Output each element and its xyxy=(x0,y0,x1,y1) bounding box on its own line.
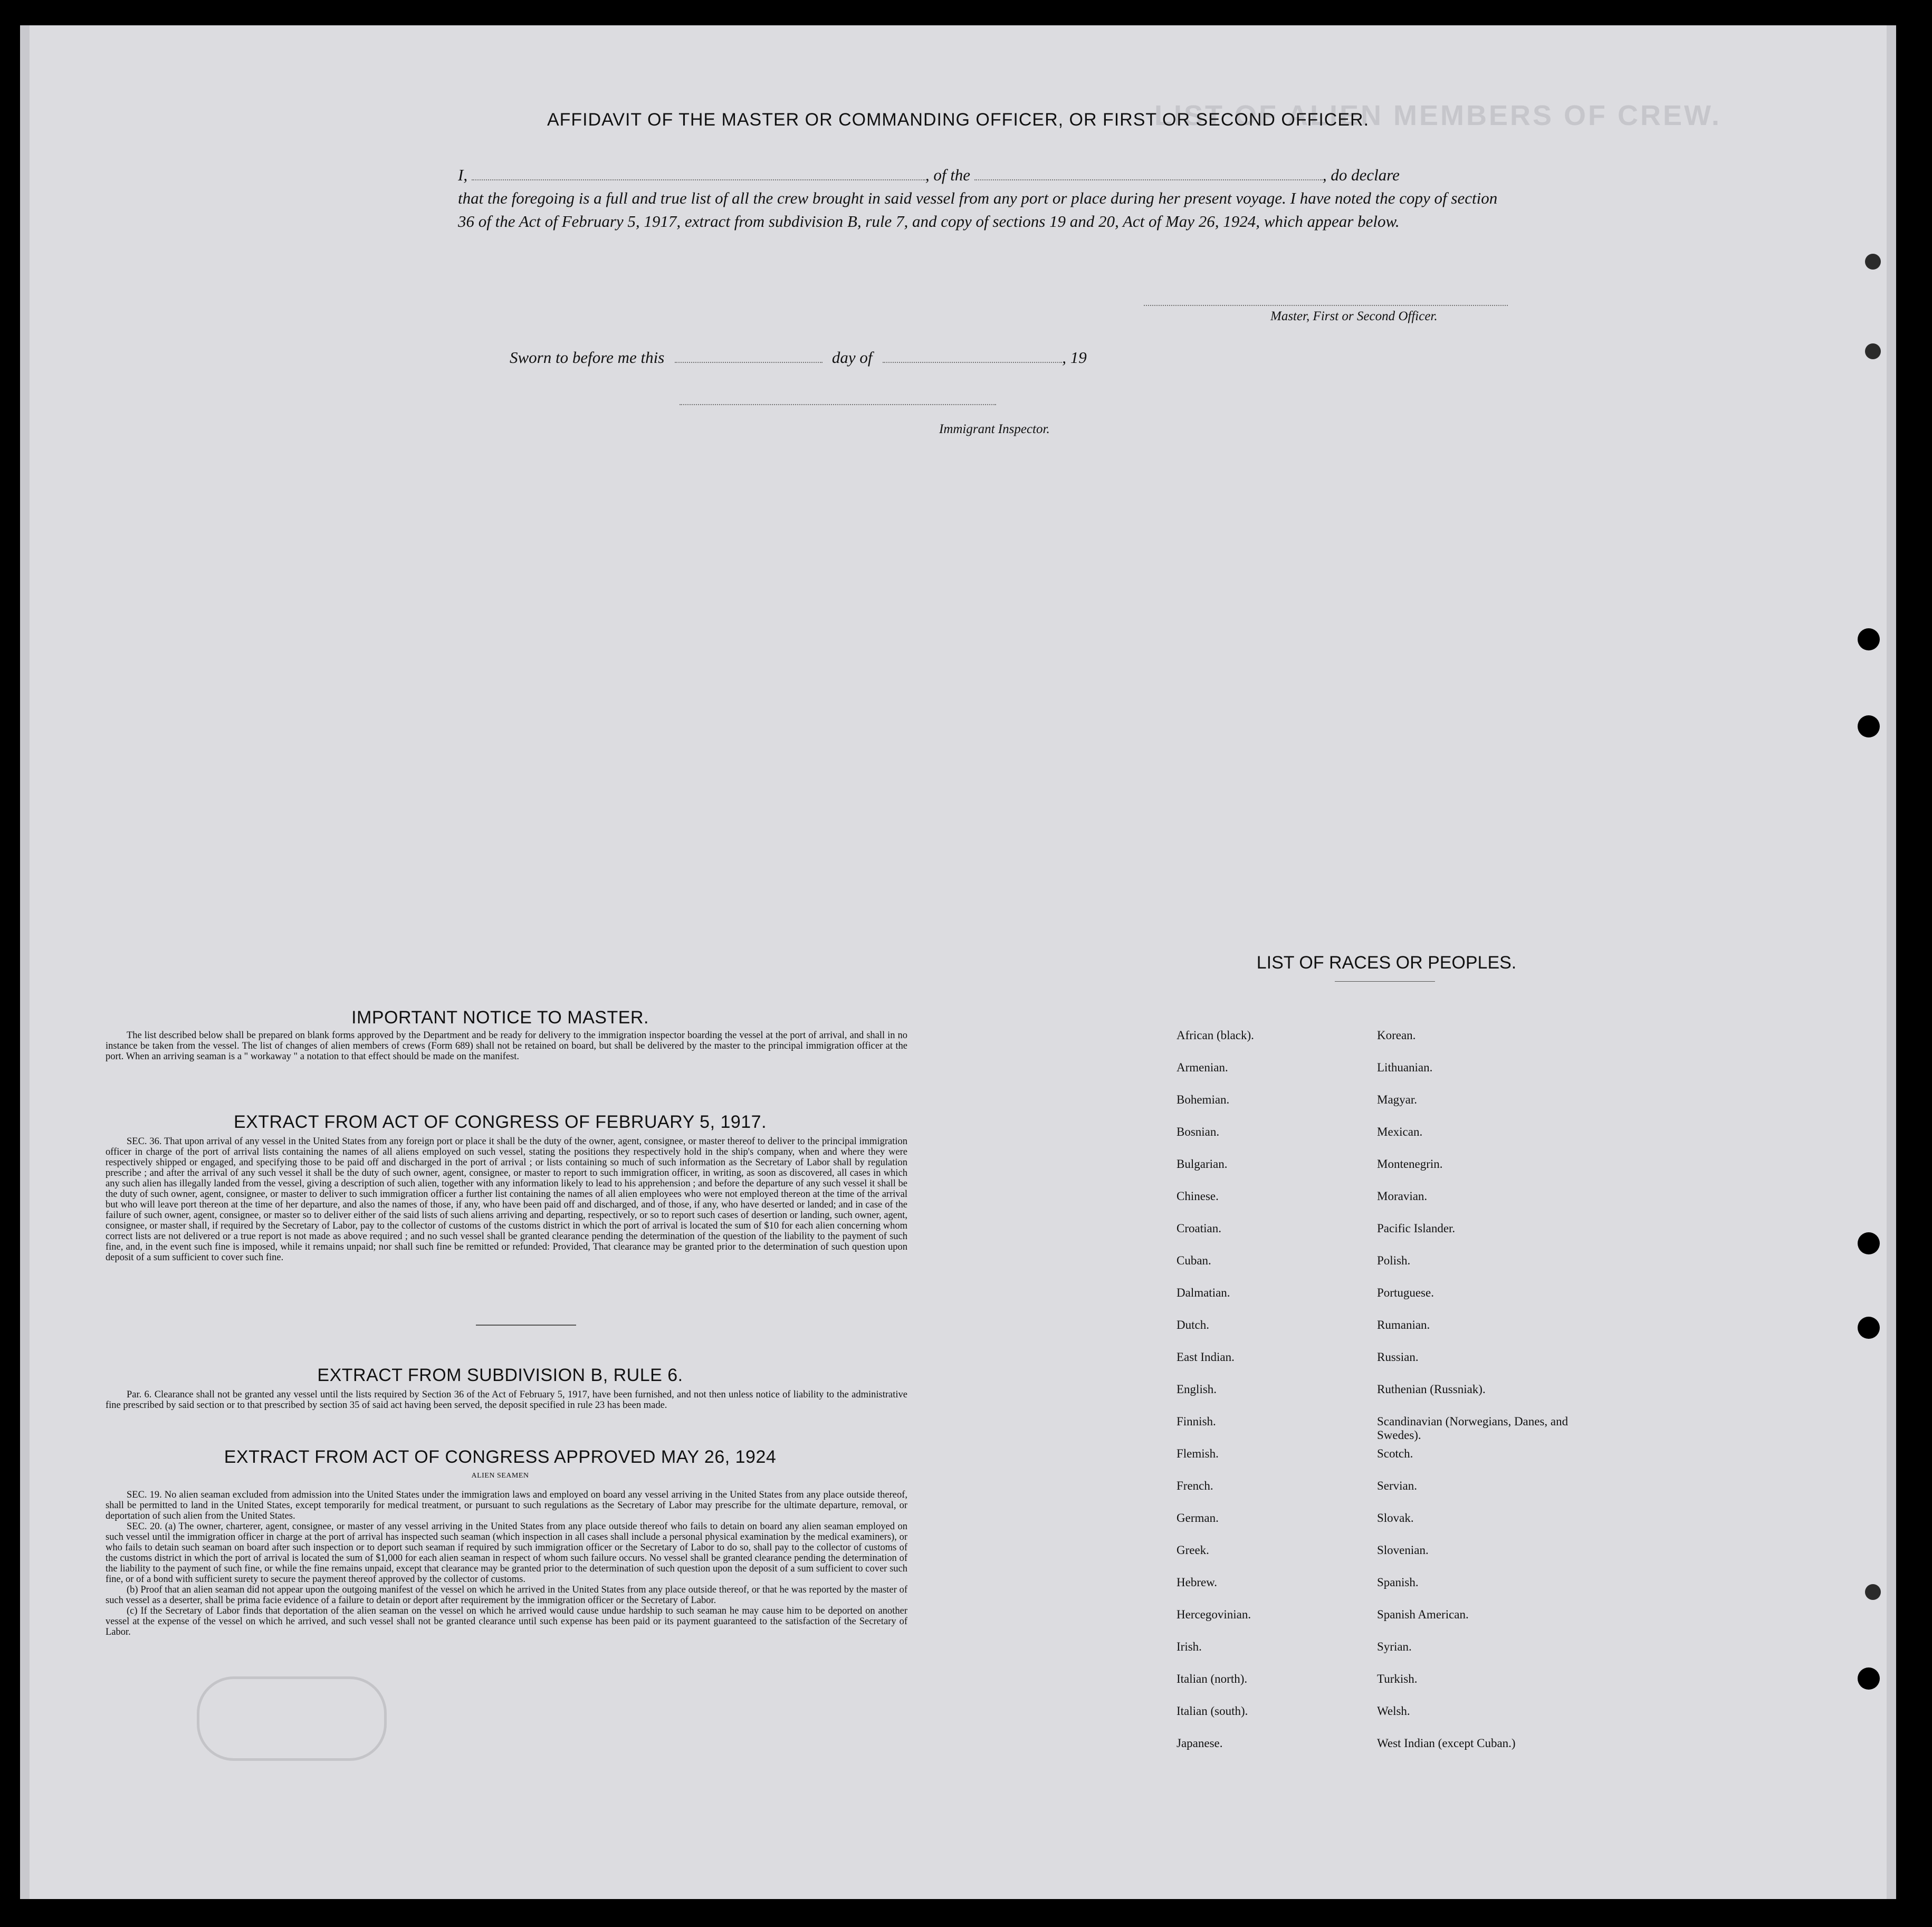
race-item: Armenian. xyxy=(1177,1061,1228,1074)
race-item: Servian. xyxy=(1377,1479,1418,1492)
race-item: Dutch. xyxy=(1177,1318,1209,1331)
punch-hole xyxy=(1858,1667,1880,1690)
race-item: Bosnian. xyxy=(1177,1125,1220,1138)
race-item: Ruthenian (Russniak). xyxy=(1377,1383,1486,1396)
race-item: Moravian. xyxy=(1377,1190,1428,1203)
notice-text xyxy=(106,1030,907,1062)
section-divider xyxy=(476,1325,576,1326)
notice-paragraph: The list described below shall be prepared on blank forms approved by the Department and be ready for delivery to the immigration inspector boarding the vessel at the port of arrival, and shall in no instance be taken from the vessel. The list of changes of alien members of crews (Form 689) shall not be retained on board, but shall be delivered by the master to the principal immigration officer at the port. When an arriving seaman is a " workaway " a notation to that effect should be made on the manifest. xyxy=(106,1030,907,1062)
race-item: Portuguese. xyxy=(1377,1286,1434,1299)
extract-1917-paragraph: SEC. 36. That upon arrival of any vessel in the United States from any foreign port or place it shall be the duty of the owner, agent, consignee, or master thereof to deliver to the principal immigration officer in charge of the port of arrival lists containing the names of all aliens employed on such vessel, stating the positions they respectively hold in the ship's company, when and where they were respectively shipped or engaged, and specifying those to be paid off and discharged in the port of arrival ; or lists containing so much of such information as the Secretary of Labor shall by regulation prescribe ; and after the arrival of any such vessel it shall be the duty of such owner, agent, consignee, or master to report to such immigration officer, in writing, as soon as discovered, all cases in which any such alien has illegally landed from the vessel, giving a description of such alien, together with any information likely to lead to his apprehension ; and before the departure of any such vessel it shall be the duty of such owner, agent, consignee, or master to deliver to such immigration officer a further list containing the names of all alien employees who were not employed thereon at the time of the arrival but who will leave port thereon at the time of her departure, and also the names of those, if any, who have been paid off and discharged, and of those, if any, who have deserted or landed; and in case of the failure of such owner, agent, consignee, or master so to deliver either of the said lists of such aliens arriving and departing, respectively, or so to report such cases of desertion or landing, such owner, agent, consignee, or master shall, if required by the Secretary of Labor, pay to the collector of customs of the customs district in which the port of arrival is located the sum of $10 for each alien concerning whom correct lists are not delivered or a true report is not made as above required ; and no such vessel shall be granted clearance pending the determination of the question of the liability to the payment of such fine, and, in the event such fine is imposed, while it remains unpaid; nor shall such fine be remitted or refunded: Provided, That clearance may be granted prior to the determination of such question upon deposit of a sum sufficient to cover such fine. xyxy=(106,1136,907,1263)
race-item: Japanese. xyxy=(1177,1737,1223,1750)
punch-hole xyxy=(1865,254,1881,270)
race-item: Dalmatian. xyxy=(1177,1286,1230,1299)
sworn-month-blank xyxy=(883,362,1062,363)
race-item: Turkish. xyxy=(1377,1672,1418,1685)
race-item: West Indian (except Cuban.) xyxy=(1377,1737,1516,1750)
race-item: English. xyxy=(1177,1383,1217,1396)
sworn-line xyxy=(510,348,1087,367)
punch-hole xyxy=(1858,715,1880,737)
race-item: Italian (north). xyxy=(1177,1672,1248,1685)
master-caption: Master, First or Second Officer. xyxy=(1270,309,1438,323)
master-signature-line xyxy=(1144,305,1508,306)
extract-1924-title: EXTRACT FROM ACT OF CONGRESS APPROVED MAY 26, 1924 xyxy=(224,1447,777,1467)
race-item: Syrian. xyxy=(1377,1640,1412,1653)
extract-1917-text xyxy=(106,1136,907,1263)
race-item: Magyar. xyxy=(1377,1093,1418,1106)
race-item: Scotch. xyxy=(1377,1447,1413,1460)
race-item: East Indian. xyxy=(1177,1350,1235,1364)
race-item: Lithuanian. xyxy=(1377,1061,1433,1074)
race-item: Chinese. xyxy=(1177,1190,1219,1203)
extract-1924-subtitle: ALIEN SEAMEN xyxy=(471,1472,529,1480)
races-divider xyxy=(1335,981,1435,982)
race-item: Italian (south). xyxy=(1177,1704,1248,1718)
race-item: Hebrew. xyxy=(1177,1576,1218,1589)
inspector-caption: Immigrant Inspector. xyxy=(939,422,1050,436)
extract-1917-title: EXTRACT FROM ACT OF CONGRESS OF FEBRUARY 5, 1917. xyxy=(233,1112,767,1132)
race-item: Bohemian. xyxy=(1177,1093,1230,1106)
race-item: Mexican. xyxy=(1377,1125,1423,1138)
page-edge-right xyxy=(1887,25,1896,1899)
extract-1924-text xyxy=(106,1490,907,1637)
vessel-blank xyxy=(974,179,1323,180)
race-item: Russian. xyxy=(1377,1350,1419,1364)
extract-1924-paragraph: (b) Proof that an alien seaman did not appear upon the outgoing manifest of the vessel on which he arrived in the United States from any place outside thereof, or that he was reported by the master of such vessel as a deserter, shall be prima facie evidence of a failure to detain or deport after requirement by the immigration officer or the Secretary of Labor. xyxy=(106,1585,907,1606)
race-item: Spanish American. xyxy=(1377,1608,1469,1621)
race-item: French. xyxy=(1177,1479,1213,1492)
punch-hole xyxy=(1865,343,1881,359)
extract-1924-paragraph: (c) If the Secretary of Labor finds that deportation of the alien seaman on the vessel on which he arrived would cause undue hardship to such seaman he may cause him to be deported on another vessel at the expense of the vessel on which he arrived, and such vessel shall not be granted clearance until such expense has been paid or its payment guaranteed to the satisfaction of the Secretary of Labor. xyxy=(106,1606,907,1637)
punch-hole xyxy=(1865,1584,1881,1600)
extract-1924-paragraph: SEC. 19. No alien seaman excluded from admission into the United States under the immigration laws and employed on board any vessel arriving in the United States from any place outside thereof, shall be permitted to land in the United States, except temporarily for medical treatment, or pursuant to such regulations as the Secretary of Labor may prescribe for the ultimate departure, removal, or deportation of such alien from the United States. xyxy=(106,1490,907,1521)
race-item: German. xyxy=(1177,1511,1219,1525)
sworn-year: , 19 xyxy=(1062,348,1087,367)
declaration-of-the: , of the xyxy=(925,166,971,184)
sworn-day: day of xyxy=(831,348,873,367)
race-item: Flemish. xyxy=(1177,1447,1219,1460)
document-page xyxy=(20,25,1896,1899)
race-item: Scandinavian (Norwegians, Danes, and Swedes). xyxy=(1377,1415,1568,1442)
race-item: Croatian. xyxy=(1177,1222,1221,1235)
affidavit-title: AFFIDAVIT OF THE MASTER OR COMMANDING OFFICER, OR FIRST OR SECOND OFFICER. xyxy=(547,110,1370,130)
race-item: Welsh. xyxy=(1377,1704,1410,1718)
race-item: Pacific Islander. xyxy=(1377,1222,1456,1235)
extract-1924-paragraph: SEC. 20. (a) The owner, charterer, agent, consignee, or master of any vessel arriving in the United States from any place outside thereof who fails to detain on board any alien seaman employed on such vessel until the immigration officer in charge at the port of arrival has inspected such seaman (which inspection in all cases shall include a personal physical examination by the medical examiners), or who fails to detain such seaman on board after such inspection or to deport such seaman if required by such immigration officer or the Secretary of Labor to do so, shall pay to the collector of customs of the customs district in which the port of arrival is located the sum of $1,000 for each alien seaman in respect of whom such failure occurs. No vessel shall be granted clearance pending the determination of the liability to the payment of such fine, or while the fine remains unpaid, except that clearance may be granted prior to the determination of such question upon the deposit of a sum sufficient to cover such fine, or of a bond with sufficient surety to secure the payment thereof approved by the collector of customs. xyxy=(106,1521,907,1585)
punch-hole xyxy=(1858,1317,1880,1339)
race-item: Cuban. xyxy=(1177,1254,1211,1267)
race-item: Finnish. xyxy=(1177,1415,1216,1428)
race-item: African (black). xyxy=(1177,1029,1254,1042)
declaration-do-declare: , do declare xyxy=(1322,166,1400,184)
inspector-signature-line xyxy=(680,404,996,405)
race-item: Slovenian. xyxy=(1377,1543,1429,1557)
race-item: Rumanian. xyxy=(1377,1318,1430,1331)
extract-rule6-text xyxy=(106,1389,907,1411)
bleed-through-stamp xyxy=(197,1676,387,1761)
races-title: LIST OF RACES OR PEOPLES. xyxy=(1256,953,1517,973)
races-right-column xyxy=(1377,1029,1599,1769)
extract-rule6-paragraph: Par. 6. Clearance shall not be granted any vessel until the lists required by Section 36 of the Act of February 5, 1917, have been furnished, and not then unless notice of liability to the administrative fine prescribed by said section or to that prescribed by section 35 of said act having been served, the deposit specified in rule 23 has been made. xyxy=(106,1389,907,1411)
races-left-column xyxy=(1177,1029,1254,1769)
punch-hole xyxy=(1858,1232,1880,1254)
race-item: Polish. xyxy=(1377,1254,1411,1267)
affidavit-declaration-line xyxy=(458,164,1503,187)
bleed-through-text: LIST OF ALIEN MEMBERS OF CREW. xyxy=(1154,100,1721,131)
race-item: Hercegovinian. xyxy=(1177,1608,1251,1621)
sworn-day-blank xyxy=(675,362,822,363)
page-edge-left xyxy=(20,25,30,1899)
race-item: Montenegrin. xyxy=(1377,1157,1443,1171)
race-item: Bulgarian. xyxy=(1177,1157,1228,1171)
race-item: Korean. xyxy=(1377,1029,1416,1042)
notice-title: IMPORTANT NOTICE TO MASTER. xyxy=(351,1008,649,1028)
affidavit-declaration-body: that the foregoing is a full and true list of all the crew brought in said vessel from any port or place during her present voyage. I have noted the copy of section 36 of the Act of February 5, 1917, extract from subdivision B, rule 7, and copy of sections 19 and 20, Act of May 26, 1924, which appear below. xyxy=(458,189,1498,231)
race-item: Greek. xyxy=(1177,1543,1209,1557)
name-blank xyxy=(472,179,925,180)
sworn-prefix: Sworn to before me this xyxy=(510,348,665,367)
race-item: Spanish. xyxy=(1377,1576,1419,1589)
declaration-start: I, xyxy=(458,166,468,184)
race-item: Slovak. xyxy=(1377,1511,1414,1525)
punch-hole xyxy=(1858,628,1880,650)
extract-rule6-title: EXTRACT FROM SUBDIVISION B, RULE 6. xyxy=(317,1365,683,1385)
race-item: Irish. xyxy=(1177,1640,1202,1653)
